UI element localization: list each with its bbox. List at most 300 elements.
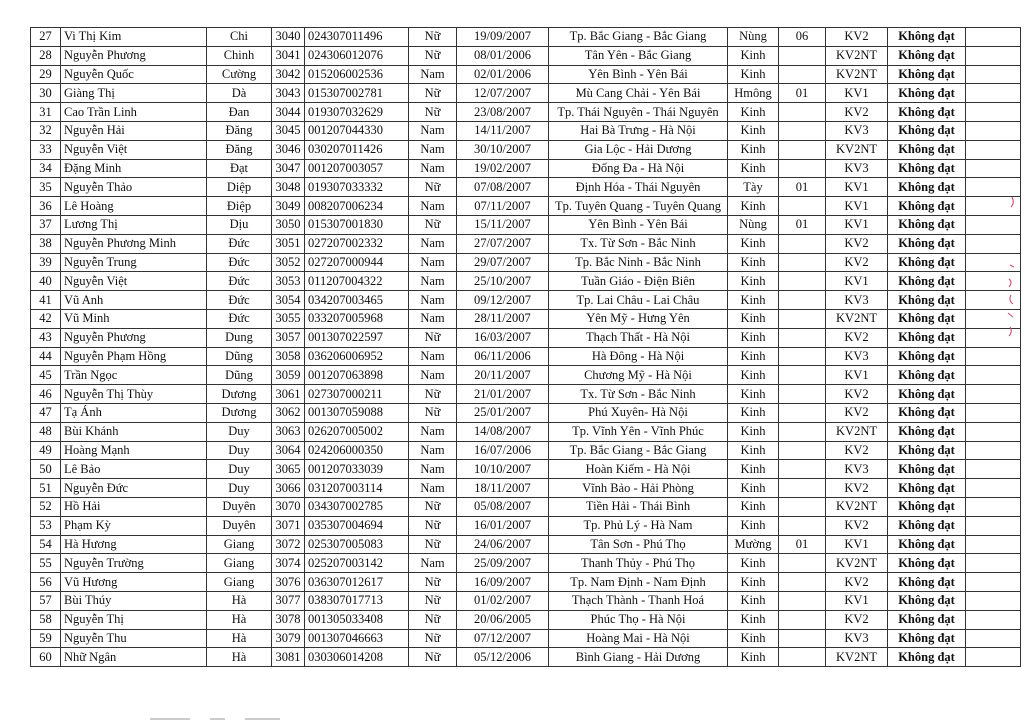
surname-cell: Hồ Hải [61,497,207,516]
candidate-number-cell: 3040 [272,28,305,47]
gender-cell: Nữ [409,178,457,197]
birth-date-cell: 30/10/2007 [457,140,549,159]
row-number-cell: 31 [31,103,61,122]
candidate-number-cell: 3055 [272,309,305,328]
birth-place-cell: Tp. Lai Châu - Lai Châu [549,291,728,310]
id-number-cell: 030306014208 [305,648,409,667]
birth-place-cell: Tp. Tuyên Quang - Tuyên Quang [549,197,728,216]
priority-cell: 01 [779,84,826,103]
empty-note-cell [966,159,1021,178]
table-row [31,648,1021,667]
gender-cell: Nam [409,309,457,328]
result-cell: Không đạt [888,629,966,648]
region-cell: KV2 [826,28,888,47]
ethnicity-cell: Kinh [728,328,779,347]
birth-place-cell: Tiền Hải - Thái Bình [549,497,728,516]
id-number-cell: 025307005083 [305,535,409,554]
ethnicity-cell: Kinh [728,65,779,84]
region-cell: KV1 [826,272,888,291]
empty-note-cell [966,516,1021,535]
region-cell: KV1 [826,215,888,234]
id-number-cell: 031207003114 [305,479,409,498]
birth-place-cell: Hoàng Mai - Hà Nội [549,629,728,648]
table-row [31,366,1021,385]
table-row [31,215,1021,234]
region-cell: KV1 [826,591,888,610]
row-number-cell: 33 [31,140,61,159]
given-name-cell: Dũng [207,366,272,385]
surname-cell: Bùi Khánh [61,422,207,441]
row-number-cell: 56 [31,573,61,592]
priority-cell [779,422,826,441]
ethnicity-cell: Mường [728,535,779,554]
result-cell: Không đạt [888,197,966,216]
priority-cell [779,103,826,122]
gender-cell: Nam [409,253,457,272]
candidate-number-cell: 3044 [272,103,305,122]
row-number-cell: 60 [31,648,61,667]
birth-date-cell: 07/11/2007 [457,197,549,216]
priority-cell [779,159,826,178]
result-cell: Không đạt [888,366,966,385]
table-row [31,140,1021,159]
table-row [31,253,1021,272]
priority-cell [779,629,826,648]
birth-place-cell: Chương Mỹ - Hà Nội [549,366,728,385]
gender-cell: Nữ [409,516,457,535]
table-row [31,272,1021,291]
table-row [31,385,1021,404]
table-row [31,629,1021,648]
result-cell: Không đạt [888,291,966,310]
result-cell: Không đạt [888,516,966,535]
table-row [31,516,1021,535]
given-name-cell: Dịu [207,215,272,234]
gender-cell: Nữ [409,648,457,667]
surname-cell: Lương Thị [61,215,207,234]
region-cell: KV2 [826,573,888,592]
gender-cell: Nữ [409,103,457,122]
gender-cell: Nam [409,554,457,573]
table-row [31,479,1021,498]
table-row [31,441,1021,460]
candidate-number-cell: 3065 [272,460,305,479]
candidate-number-cell: 3045 [272,121,305,140]
given-name-cell: Duy [207,479,272,498]
region-cell: KV2 [826,253,888,272]
gender-cell: Nam [409,65,457,84]
id-number-cell: 027207002332 [305,234,409,253]
result-cell: Không đạt [888,103,966,122]
birth-place-cell: Tuần Giáo - Điện Biên [549,272,728,291]
id-number-cell: 034307002785 [305,497,409,516]
row-number-cell: 30 [31,84,61,103]
document-sheet [30,27,1021,667]
result-cell: Không đạt [888,28,966,47]
row-number-cell: 34 [31,159,61,178]
results-table [30,27,1021,667]
table-row [31,535,1021,554]
region-cell: KV2 [826,234,888,253]
priority-cell: 01 [779,178,826,197]
birth-date-cell: 19/09/2007 [457,28,549,47]
region-cell: KV1 [826,178,888,197]
region-cell: KV3 [826,460,888,479]
candidate-number-cell: 3064 [272,441,305,460]
empty-note-cell [966,535,1021,554]
gender-cell: Nam [409,272,457,291]
ethnicity-cell: Kinh [728,422,779,441]
priority-cell [779,291,826,310]
gender-cell: Nữ [409,629,457,648]
result-cell: Không đạt [888,140,966,159]
gender-cell: Nữ [409,46,457,65]
given-name-cell: Đức [207,309,272,328]
birth-date-cell: 07/12/2007 [457,629,549,648]
priority-cell [779,554,826,573]
id-number-cell: 001307046663 [305,629,409,648]
result-cell: Không đạt [888,535,966,554]
result-cell: Không đạt [888,460,966,479]
row-number-cell: 42 [31,309,61,328]
birth-place-cell: Bình Giang - Hải Dương [549,648,728,667]
surname-cell: Nguyễn Quốc [61,65,207,84]
id-number-cell: 001207044330 [305,121,409,140]
surname-cell: Nguyễn Thị [61,610,207,629]
candidate-number-cell: 3054 [272,291,305,310]
birth-place-cell: Thạch Thất - Hà Nội [549,328,728,347]
given-name-cell: Đăng [207,140,272,159]
birth-date-cell: 05/12/2006 [457,648,549,667]
candidate-number-cell: 3049 [272,197,305,216]
gender-cell: Nam [409,347,457,366]
ethnicity-cell: Kinh [728,610,779,629]
birth-place-cell: Tp. Thái Nguyên - Thái Nguyên [549,103,728,122]
birth-place-cell: Vĩnh Bảo - Hải Phòng [549,479,728,498]
birth-place-cell: Tp. Phủ Lý - Hà Nam [549,516,728,535]
empty-note-cell [966,573,1021,592]
region-cell: KV1 [826,197,888,216]
table-row [31,403,1021,422]
table-row [31,422,1021,441]
region-cell: KV2 [826,103,888,122]
table-row [31,347,1021,366]
priority-cell [779,460,826,479]
region-cell: KV2NT [826,65,888,84]
empty-note-cell [966,140,1021,159]
birth-place-cell: Gia Lộc - Hải Dương [549,140,728,159]
birth-place-cell: Yên Bình - Yên Bái [549,65,728,84]
empty-note-cell [966,121,1021,140]
region-cell: KV3 [826,159,888,178]
birth-date-cell: 01/02/2007 [457,591,549,610]
table-row [31,291,1021,310]
row-number-cell: 59 [31,629,61,648]
table-row [31,309,1021,328]
gender-cell: Nam [409,140,457,159]
surname-cell: Cao Trần Linh [61,103,207,122]
empty-note-cell [966,366,1021,385]
empty-note-cell [966,629,1021,648]
birth-place-cell: Tân Yên - Bắc Giang [549,46,728,65]
priority-cell [779,46,826,65]
gender-cell: Nữ [409,573,457,592]
id-number-cell: 001207063898 [305,366,409,385]
result-cell: Không đạt [888,253,966,272]
priority-cell [779,366,826,385]
empty-note-cell [966,610,1021,629]
birth-place-cell: Tp. Bắc Ninh - Bắc Ninh [549,253,728,272]
priority-cell: 01 [779,215,826,234]
table-row [31,573,1021,592]
gender-cell: Nữ [409,28,457,47]
empty-note-cell [966,403,1021,422]
row-number-cell: 57 [31,591,61,610]
table-row [31,234,1021,253]
empty-note-cell [966,497,1021,516]
row-number-cell: 41 [31,291,61,310]
birth-date-cell: 27/07/2007 [457,234,549,253]
id-number-cell: 019307033332 [305,178,409,197]
birth-place-cell: Hà Đông - Hà Nội [549,347,728,366]
given-name-cell: Hà [207,629,272,648]
row-number-cell: 45 [31,366,61,385]
surname-cell: Trần Ngọc [61,366,207,385]
ethnicity-cell: Kinh [728,403,779,422]
ethnicity-cell: Kinh [728,159,779,178]
given-name-cell: Cường [207,65,272,84]
birth-place-cell: Phúc Thọ - Hà Nội [549,610,728,629]
birth-place-cell: Tx. Từ Sơn - Bắc Ninh [549,385,728,404]
birth-date-cell: 25/09/2007 [457,554,549,573]
table-row [31,197,1021,216]
candidate-number-cell: 3059 [272,366,305,385]
ethnicity-cell: Kinh [728,197,779,216]
given-name-cell: Đan [207,103,272,122]
region-cell: KV1 [826,84,888,103]
id-number-cell: 036206006952 [305,347,409,366]
birth-date-cell: 06/11/2006 [457,347,549,366]
region-cell: KV2NT [826,554,888,573]
row-number-cell: 35 [31,178,61,197]
row-number-cell: 46 [31,385,61,404]
gender-cell: Nữ [409,328,457,347]
ethnicity-cell: Nùng [728,28,779,47]
ethnicity-cell: Kinh [728,554,779,573]
result-cell: Không đạt [888,234,966,253]
candidate-number-cell: 3042 [272,65,305,84]
table-row [31,591,1021,610]
candidate-number-cell: 3074 [272,554,305,573]
empty-note-cell [966,422,1021,441]
result-cell: Không đạt [888,178,966,197]
priority-cell [779,65,826,84]
region-cell: KV2NT [826,309,888,328]
surname-cell: Nguyễn Đức [61,479,207,498]
row-number-cell: 53 [31,516,61,535]
result-cell: Không đạt [888,347,966,366]
id-number-cell: 008207006234 [305,197,409,216]
region-cell: KV2NT [826,140,888,159]
id-number-cell: 026207005002 [305,422,409,441]
table-row [31,328,1021,347]
id-number-cell: 001307022597 [305,328,409,347]
birth-date-cell: 20/06/2005 [457,610,549,629]
surname-cell: Nguyễn Trường [61,554,207,573]
gender-cell: Nam [409,197,457,216]
priority-cell [779,497,826,516]
ethnicity-cell: Kinh [728,497,779,516]
candidate-number-cell: 3070 [272,497,305,516]
given-name-cell: Chi [207,28,272,47]
ethnicity-cell: Tày [728,178,779,197]
region-cell: KV3 [826,121,888,140]
candidate-number-cell: 3048 [272,178,305,197]
row-number-cell: 37 [31,215,61,234]
gender-cell: Nam [409,479,457,498]
birth-place-cell: Tân Sơn - Phú Thọ [549,535,728,554]
given-name-cell: Đăng [207,121,272,140]
priority-cell [779,516,826,535]
region-cell: KV2 [826,328,888,347]
given-name-cell: Giang [207,573,272,592]
ethnicity-cell: Kinh [728,291,779,310]
id-number-cell: 024206000350 [305,441,409,460]
birth-place-cell: Định Hóa - Thái Nguyên [549,178,728,197]
region-cell: KV2 [826,403,888,422]
table-row [31,65,1021,84]
candidate-number-cell: 3050 [272,215,305,234]
region-cell: KV3 [826,347,888,366]
empty-note-cell [966,28,1021,47]
ethnicity-cell: Kinh [728,573,779,592]
region-cell: KV2 [826,385,888,404]
birth-place-cell: Tx. Từ Sơn - Bắc Ninh [549,234,728,253]
given-name-cell: Duy [207,441,272,460]
result-cell: Không đạt [888,328,966,347]
candidate-number-cell: 3051 [272,234,305,253]
birth-date-cell: 25/10/2007 [457,272,549,291]
birth-date-cell: 02/01/2006 [457,65,549,84]
birth-date-cell: 20/11/2007 [457,366,549,385]
birth-date-cell: 12/07/2007 [457,84,549,103]
candidate-number-cell: 3078 [272,610,305,629]
id-number-cell: 036307012617 [305,573,409,592]
region-cell: KV1 [826,535,888,554]
given-name-cell: Hà [207,591,272,610]
row-number-cell: 55 [31,554,61,573]
empty-note-cell [966,65,1021,84]
gender-cell: Nữ [409,385,457,404]
birth-date-cell: 18/11/2007 [457,479,549,498]
surname-cell: Nguyễn Việt [61,140,207,159]
ethnicity-cell: Kinh [728,121,779,140]
ethnicity-cell: Hmông [728,84,779,103]
ethnicity-cell: Kinh [728,385,779,404]
candidate-number-cell: 3053 [272,272,305,291]
result-cell: Không đạt [888,272,966,291]
empty-note-cell [966,591,1021,610]
row-number-cell: 39 [31,253,61,272]
empty-note-cell [966,554,1021,573]
candidate-number-cell: 3043 [272,84,305,103]
row-number-cell: 27 [31,28,61,47]
candidate-number-cell: 3072 [272,535,305,554]
result-cell: Không đạt [888,121,966,140]
id-number-cell: 024307011496 [305,28,409,47]
birth-date-cell: 16/03/2007 [457,328,549,347]
priority-cell [779,479,826,498]
given-name-cell: Đạt [207,159,272,178]
priority-cell: 01 [779,535,826,554]
birth-place-cell: Yên Mỹ - Hưng Yên [549,309,728,328]
birth-date-cell: 28/11/2007 [457,309,549,328]
surname-cell: Nguyễn Phương Minh [61,234,207,253]
ethnicity-cell: Kinh [728,479,779,498]
candidate-number-cell: 3057 [272,328,305,347]
priority-cell [779,573,826,592]
birth-date-cell: 15/11/2007 [457,215,549,234]
candidate-number-cell: 3052 [272,253,305,272]
surname-cell: Lê Bảo [61,460,207,479]
table-row [31,497,1021,516]
gender-cell: Nữ [409,403,457,422]
birth-place-cell: Yên Bình - Yên Bái [549,215,728,234]
id-number-cell: 001307059088 [305,403,409,422]
result-cell: Không đạt [888,441,966,460]
given-name-cell: Dũng [207,347,272,366]
surname-cell: Bùi Thúy [61,591,207,610]
ethnicity-cell: Kinh [728,140,779,159]
result-cell: Không đạt [888,215,966,234]
birth-place-cell: Tp. Nam Định - Nam Định [549,573,728,592]
priority-cell [779,272,826,291]
empty-note-cell [966,441,1021,460]
ethnicity-cell: Kinh [728,516,779,535]
region-cell: KV2NT [826,648,888,667]
given-name-cell: Điệp [207,197,272,216]
given-name-cell: Duyên [207,516,272,535]
priority-cell [779,140,826,159]
priority-cell [779,385,826,404]
id-number-cell: 019307032629 [305,103,409,122]
result-cell: Không đạt [888,648,966,667]
table-row [31,610,1021,629]
candidate-number-cell: 3063 [272,422,305,441]
candidate-number-cell: 3062 [272,403,305,422]
result-cell: Không đạt [888,403,966,422]
given-name-cell: Giang [207,535,272,554]
given-name-cell: Duy [207,460,272,479]
birth-date-cell: 07/08/2007 [457,178,549,197]
surname-cell: Vũ Hương [61,573,207,592]
table-row [31,178,1021,197]
id-number-cell: 024306012076 [305,46,409,65]
id-number-cell: 033207005968 [305,309,409,328]
region-cell: KV3 [826,291,888,310]
region-cell: KV2 [826,516,888,535]
candidate-number-cell: 3041 [272,46,305,65]
table-row [31,554,1021,573]
result-cell: Không đạt [888,309,966,328]
candidate-number-cell: 3047 [272,159,305,178]
birth-date-cell: 16/09/2007 [457,573,549,592]
empty-note-cell [966,46,1021,65]
birth-place-cell: Đống Đa - Hà Nội [549,159,728,178]
birth-place-cell: Tp. Bắc Giang - Bắc Giang [549,441,728,460]
surname-cell: Nguyễn Phương [61,328,207,347]
id-number-cell: 015307001830 [305,215,409,234]
